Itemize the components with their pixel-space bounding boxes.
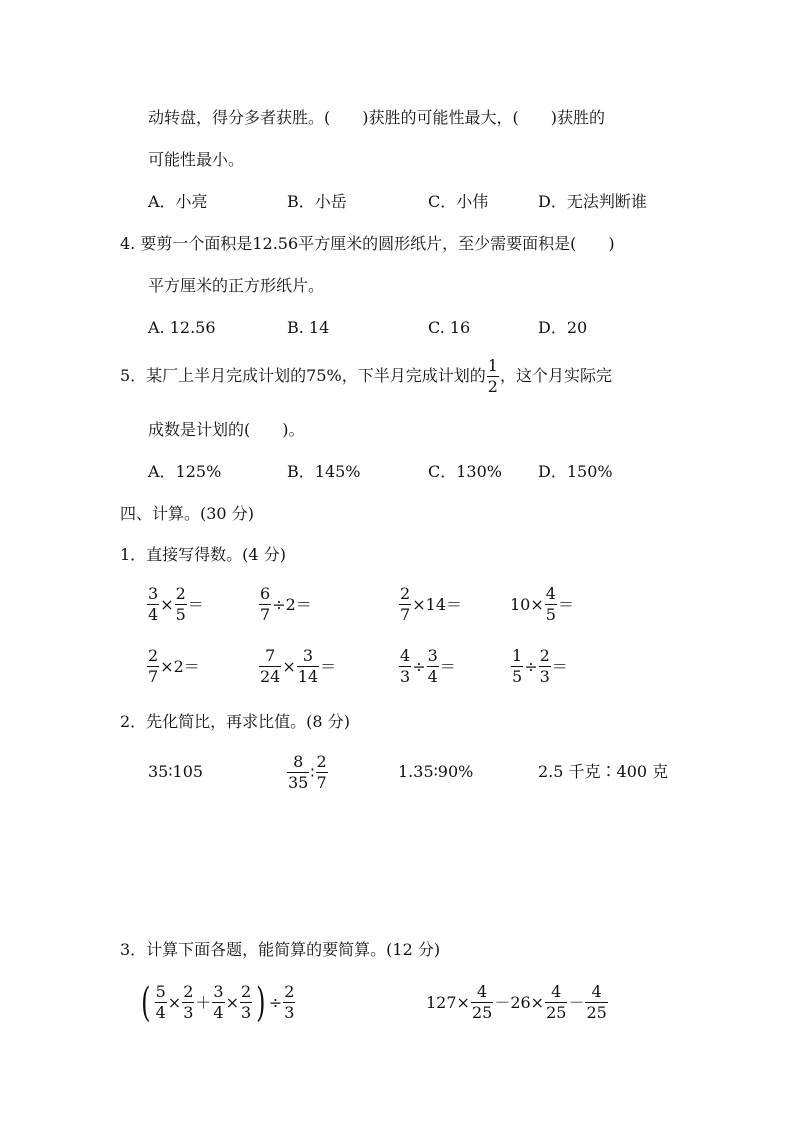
expr-2-1: $\frac{2}{7}$ ×2＝ bbox=[148, 646, 200, 686]
q3-line2: 可能性最小。 bbox=[148, 150, 245, 169]
fraction: $\frac{2}{3}$ bbox=[241, 982, 252, 1022]
fraction: $\frac{8}{35}$ bbox=[288, 752, 309, 792]
q4-option-c: C. 16 bbox=[428, 318, 471, 337]
q5-frac-denominator: 2 bbox=[487, 377, 498, 396]
fraction: $\frac{4}{25}$ bbox=[471, 982, 493, 1022]
ratio-4: 2.5 千克∶400 克 bbox=[538, 762, 669, 781]
q5-line1 bbox=[120, 356, 612, 396]
q5-option-c: C．130% bbox=[428, 462, 502, 481]
calc-expr-1: ( $\frac{5}{4}$ × $\frac{2}{3}$ ＋ $\frac{3}{4}$ × $\frac{2}{3}$ ) ÷ $\frac{2}{3}$ bbox=[141, 979, 295, 1026]
fraction: $\frac{4}{3}$ bbox=[400, 646, 411, 686]
fraction: $\frac{5}{4}$ bbox=[155, 982, 166, 1022]
q3-option-c: C．小伟 bbox=[428, 192, 489, 211]
expr-1-2: $\frac{6}{7}$ ÷2＝ bbox=[260, 584, 312, 624]
fraction: $\frac{2}{7}$ bbox=[400, 584, 411, 624]
q5-line1-post: ，这个月实际完 bbox=[499, 366, 612, 385]
expr-2-2: $\frac{7}{24}$ × $\frac{3}{14}$ ＝ bbox=[260, 646, 337, 686]
calc-expr-2: 127× $\frac{4}{25}$ －26× $\frac{4}{25}$ － $\frac{4}{25}$ bbox=[426, 982, 607, 1022]
fraction: $\frac{3}{14}$ bbox=[297, 646, 319, 686]
fraction: $\frac{7}{24}$ bbox=[260, 646, 281, 686]
fraction: $\frac{2}{3}$ bbox=[539, 646, 550, 686]
right-paren: ) bbox=[256, 979, 266, 1026]
q3-option-b: B．小岳 bbox=[287, 192, 347, 211]
q3-line1: 动转盘，得分多者获胜。( )获胜的可能性最大，( )获胜的 bbox=[148, 108, 605, 127]
expr-2-3: $\frac{4}{3}$ ÷ $\frac{3}{4}$ ＝ bbox=[400, 646, 456, 686]
q4-option-d: D．20 bbox=[538, 318, 588, 337]
ratio-2: $\frac{8}{35}$ ∶ $\frac{2}{7}$ bbox=[288, 752, 327, 792]
fraction: $\frac{2}{3}$ bbox=[284, 982, 295, 1022]
expr-2-4: $\frac{1}{5}$ ÷ $\frac{2}{3}$ ＝ bbox=[512, 646, 568, 686]
fraction: $\frac{2}{7}$ bbox=[316, 752, 327, 792]
q4-line1: 4. 要剪一个面积是12.56平方厘米的圆形纸片，至少需要面积是( ) bbox=[120, 234, 615, 253]
q5-line1-pre: 5．某厂上半月完成计划的75%，下半月完成计划的 bbox=[120, 366, 486, 385]
q4-line2: 平方厘米的正方形纸片。 bbox=[148, 276, 325, 295]
part2-title: 2．先化简比，再求比值。(8 分) bbox=[120, 712, 350, 731]
ratio-1: 35∶105 bbox=[148, 762, 204, 781]
q4-option-b: B. 14 bbox=[287, 318, 330, 337]
section-four-title: 四、计算。(30 分) bbox=[120, 504, 254, 523]
q5-option-a: A．125% bbox=[148, 462, 222, 481]
q5-fraction bbox=[487, 358, 499, 395]
q5-line2: 成数是计划的( )。 bbox=[148, 420, 305, 439]
fraction: $\frac{2}{3}$ bbox=[183, 982, 194, 1022]
fraction: $\frac{4}{25}$ bbox=[586, 982, 607, 1022]
left-paren: ( bbox=[141, 979, 151, 1026]
fraction: $\frac{2}{5}$ bbox=[175, 584, 186, 624]
fraction: $\frac{3}{4}$ bbox=[427, 646, 438, 686]
q5-frac-numerator: 1 bbox=[487, 356, 498, 375]
q4-option-a: A. 12.56 bbox=[148, 318, 216, 337]
q3-option-d: D．无法判断谁 bbox=[538, 192, 647, 211]
fraction: $\frac{4}{5}$ bbox=[545, 584, 556, 624]
ratio-3: 1.35∶90% bbox=[398, 762, 474, 781]
fraction: $\frac{4}{25}$ bbox=[546, 982, 567, 1022]
expr-1-3: $\frac{2}{7}$ ×14＝ bbox=[400, 584, 462, 624]
part3-title: 3．计算下面各题，能简算的要简算。(12 分) bbox=[120, 940, 441, 959]
fraction: $\frac{1}{5}$ bbox=[512, 646, 523, 686]
fraction: $\frac{3}{4}$ bbox=[148, 584, 159, 624]
fraction: $\frac{2}{7}$ bbox=[148, 646, 159, 686]
q3-option-a: A．小亮 bbox=[148, 192, 208, 211]
q5-option-b: B．145% bbox=[287, 462, 361, 481]
part1-title: 1．直接写得数。(4 分) bbox=[120, 545, 286, 564]
expr-1-1: $\frac{3}{4}$ × $\frac{2}{5}$ ＝ bbox=[148, 584, 204, 624]
fraction: $\frac{6}{7}$ bbox=[260, 584, 271, 624]
expr-1-4: 10× $\frac{4}{5}$ ＝ bbox=[510, 584, 574, 624]
fraction: $\frac{3}{4}$ bbox=[213, 982, 224, 1022]
q5-option-d: D．150% bbox=[538, 462, 613, 481]
